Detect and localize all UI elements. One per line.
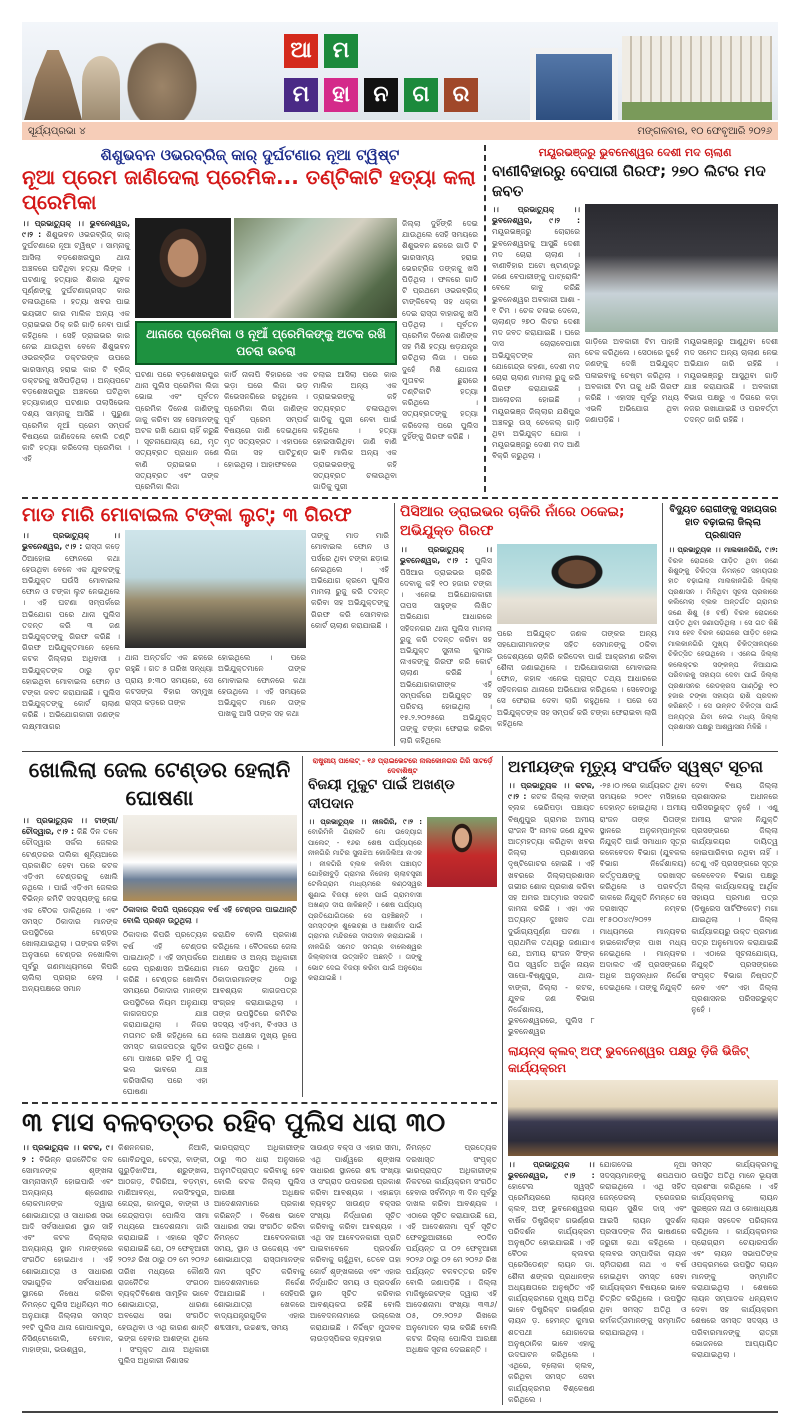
story8-column-2: -୨୫।୦।୨ରେ କାର୍ଯ୍ୟରତ ଥିବା ସମୟରେ ୨୦୧୯ ମସିହାରେ ଦେହାନ୍ତ ହୋଇଥିଲା । ଅମୀୟ ରାଂଜନ ତାଙ୍କ ପିତାଙ୍କ ସ୍ଥାନରେ ଅନୁକମ୍ପାମୂଳକ ନିଯୁକ୍ତି ପାଇଁ ସମାଧାନ ସୂତ୍ର କଳେବେଦନ ବିଭାଗ (ଯୁବକଲ ବିଭାଗ ନିର୍ଦ୍ଦେଶାଳୟ) କର୍ତ୍ତୃପକ୍ଷଙ୍କୁ ଦରଖାସ୍ତ କରିଥିଲେ ଓ ପରବର୍ତ୍ତୀ କାଳରେ ନିଯୁକ୍ତି ନିମନ୍ତେ ସେ ଦରଖାସ୍ତ ନମ୍ବର ୧୮୫୦୦୪୯/୨୦୨୨ ମାଧ୍ୟମରେ ମାନ୍ୟବର ହାଇକୋର୍ଟଙ୍କ ପାଖ ମଧ୍ୟ ନେଇଥିଲେ । ମାନ୍ୟବର ଅଦାଲତ ଏହି ପ୍ରସଙ୍ଗରେ ଅଧିକ ଅନୁସନ୍ଧାନ ନିର୍ଦ୍ଦେଶ ଦେଇଥିଲେ । ତାଙ୍କୁ ନିଯୁକ୍ତି <box>599 780 687 992</box>
logo-tile: ନ <box>364 78 398 112</box>
story9-photo-lions-club <box>508 1080 778 1156</box>
masthead-logo <box>284 34 478 120</box>
story1-column-5: ଚଲାଇ ଆସିଲା ପରେ କାର ମାଲିକ ଅନ୍ୟ ଏକ ଡ୍ରାଇଭରଙ୍କୁ କହି ସତ୍ୟବ୍ରତ ଚଳାଉଥିବା ଗାଡିକୁ ପୁରୀ ନେବା ପାଇଁ କହିଥିଲେ । ହତ୍ୟା ହୋଇସାରିଥିବା ଜାଣି ବାଣି ଭାବି ମାଲିକ ଅନ୍ୟ ଏକ ଡ୍ରାଇଭରଙ୍କୁ କହି ସତ୍ୟବ୍ରତ ଚଳାଉଥିବା ଗାଡିକୁ ପୁରୀ <box>313 370 397 492</box>
story1-photo-accident-scene <box>234 218 397 318</box>
story6-column-1: ।। ପ୍ରଭାତ୍ୟୁକ ।। ଟାଙ୍ଗୀ/ ଚୌଦ୍ୱାର, ୯।୨ : କିଛି ଦିନ ତଳେ ଚୌଦ୍ୱାର ସର୍କଲ ଜେଲର ଟେଣ୍ଡରର ତାଲିକା ଶୂନ୍ୟିଆରେ ପ୍ରକାଶିତ ହେବା ପରେ କଟକ ଏଡ଼ିଏମ ଟେଣ୍ଡରକୁ ଖୋଲି ନଥିଲେ । ପାଇଁ ଏଡ଼ିଏମ ଜେଲର ବିଭିନ୍ନ କମିଟି ସଦସ୍ୟଙ୍କୁ ନେଇ ଏକ ବୈଠକ ଡାକିଥିଲେ । ଏବଂ ସମସ୍ତ ଠିକାଦାର ମାନଙ୍କ ଉପସ୍ଥିତିରେ ଟେଣ୍ଡର ଖୋଲାଯାଇଥିଲା । ତାଙ୍କର କହିବା ଅନୁସାରେ ଟେଣ୍ଡର ନଖୋଲିବା ପୂର୍ବରୁ ଗଣମାଧ୍ୟମରେ କିପରି ଚାଲିଲା ପ୍ରଚାର ହେଲା । ଅନ୍ୟପକ୍ଷରେ ସମାନ <box>22 815 118 993</box>
story1-body <box>22 218 478 492</box>
story3-photo-accused <box>125 530 306 648</box>
row-bottom-stories <box>22 751 778 1405</box>
masthead <box>22 22 778 120</box>
story10-column-4: ସାଉଣ୍ଡ ବକ୍ସ ଓ ଏହାର ସୀମା, ଏଥି ପାର୍ଶ୍ୱରେ ଶୃଙ୍ଖଳା ସାଧାରଣ ସ୍ଥାନରେ ଶବ୍ଦ ସଂଖ୍ୟା ଓ ସଂଗ୍ରାଦ ଉପକରଣ ପ୍ରକାଶ କରିବା ଆବଶ୍ୟକ । ଏହାଛଡ଼ା ବ୍ୟବହୃତ ସାଉଣ୍ଡ ବକ୍ସର ସଂଖ୍ୟା ନିର୍ଦ୍ଧାରଣ ସୂଚିତ କରିବାକୁ କରିବା ଆବଶ୍ୟକ । ଏଥି ସହ ଆବେଦନକାରୀ ପ୍ରତି ପାଇବାବେଳେ ପ୍ରଦର୍ଶନ କରିବାକୁ ଚାହୁଁଥିବା, ତେବେ ତାହା କୋର୍ଟ ଶୃଙ୍ଖଳାରେ ଏବଂ ଏହାର ନିର୍ଦ୍ଧାରିତ ସମୟ ଓ ପ୍ରଦର୍ଶନ ସ୍ଥାନ ସୂଚିତ କରିବାର ଆବଶ୍ୟକତା ରହିଛି ବୋଲି ଆବେଦନନାମାରେ ଉଲ୍ଲେଖ କରାଯାଇଛି । ନିର୍ଦ୍ଦିଷ୍ଟ ମୁତାବକ ଲାଉଡ଼ସ୍ପିକର ବ୍ୟବହାର <box>310 1143 401 1343</box>
logo-row-1 <box>284 34 478 68</box>
story4-headline[interactable]: ପିସିଆର ଡ୍ରାଇଭର ଚାକିରି ନାଁରେ ଠକେଇ; ଅଭିଯୁକ୍ତ ଗିରଫ <box>400 504 625 540</box>
story9-columns <box>508 1159 778 1405</box>
logo-tile: ମ <box>324 34 358 68</box>
story9-column-3: ସମସ୍ତ କାର୍ଯ୍ୟକ୍ରମକୁ ଉପସ୍ଥିତ ଅତିଥି ମାନେ ଭୂୟସୀ ପ୍ରଶଂସା କରିଥିଲେ । ଏହି କାର୍ଯ୍ୟକ୍ରମକୁ ଲାୟନ ସୁରଞ୍ଜନ ନାଥ ଓ କୋଷାଧ୍ୟକ୍ଷ ଲାୟନ ସହଦେବ ପରିଚାଳନା କରିଥିଲେ । କାର୍ଯ୍ୟକ୍ରମର ପ୍ରୋଗ୍ରାମ ଚେୟାରପର୍ସନ ଏବଂ ଲାୟନ ସଭାପତିଙ୍କ ଓପକ୍ରମରେ ଉପସ୍ଥିତ ଲାୟନ ମାନଙ୍କୁ ସମ୍ମାନିତ କରାଯାଇଥିଲା । ଶେଷରେ ଲାୟନ ସମ୍ପାଦକ ଧନ୍ୟବାଦ ଦେବା ସହ କାର୍ଯ୍ୟକ୍ରମ ଶେଷରେ ସମସ୍ତ ସଦସ୍ୟ ଓ ପରିବାରମାନଙ୍କୁ ରାତ୍ରୀ ଭୋଜନରେ ଆପ୍ୟାୟିତ କରାଯାଇଥିଲା । <box>691 1159 779 1360</box>
supplement-label: ସୂର୍ଯ୍ୟପ୍ରଭା ୪ <box>28 125 86 137</box>
story2-photo-seized-liquor <box>585 204 778 332</box>
issue-date: ମଙ୍ଗଳବାର, ୧୦ ଫେବୃଆରି ୨୦୨୬ <box>637 125 772 137</box>
story1-photo-caption: ଥାନାରେ ପ୍ରେମିକା ଓ ନୂଆଁ ପ୍ରେମିକଙ୍କୁ ଅଟକ ରଖି ପଚରା ଉଚରା <box>135 321 397 365</box>
story2-right <box>585 204 778 462</box>
story3-column-3: ହୋଇଥିଲେ । ପରେ ଅଭିଯୁକ୍ତମାନେ ତାଙ୍କ ମୋବାଇଲ ଫୋନରେ କଥା ହେଉଥିଲେ । ଏହି ସମୟରେ ଅଭିଯୁକ୍ତ ମାନେ ତାଙ୍କ ପାଖକୁ ଆସି ତାଙ୍କ ସହ କଥା <box>218 653 306 719</box>
story6 <box>22 756 302 1097</box>
story6-photo-caption: ଠିକାଦାର କିପରି ପ୍ରତ୍ୟେକ ବର୍ଷ ଏହି ଟେଣ୍ଡର ପାଇଥାନ୍ତି ବୋଲି ପ୍ରଶ୍ନ ଉଠୁଥିଲା । <box>123 904 297 926</box>
bottom-left <box>22 756 502 1405</box>
story2-kicker: ମୟୂରଭଞ୍ଜରୁ ଭୁବନେଶ୍ୱର ଦେଶୀ ମଦ ଚାଲାଣ <box>538 146 732 159</box>
logo-tile: ହା <box>324 78 358 112</box>
story3-column-1: ।। ପ୍ରଭାତ୍ୟୁକ୍ ।। ଭୁବନେଶ୍ୱର, ୯।୨ : ରାସ୍ତା କଡ଼େ ଠିଆହୋଇ ଫୋନରେ କଥା ହେଉଥିବା ବେଳେ ଏକ ଯୁବକଙ୍କୁ ଅଭିଯୁକ୍ତ ଘଉଁସି ମୋବାଇଲ ଫୋନ ଓ ଟଙ୍କା ଲୁଟ ନେଇଥିଲେ । ଏହି ଘଟଣା ସମ୍ପର୍କରେ ଅଭିଯୋଗ ପରେ ଥାନା ପୁଲିସ ତଦନ୍ତ କରି ୩ ଜଣ ଅଭିଯୁକ୍ତଙ୍କୁ ଗିରଫ କରିଛି । ଗିରଫ ଅଭିଯୁକ୍ତମାନେ ହେଲେ କଟକ ଜିଲ୍ଲାର ଅଧିବାସୀ । ଅଭିଯୁକ୍ତଙ୍କ ଠାରୁ ଲୁଟ ହୋଇଥିବା ମୋବାଇଲ ଫୋନ ଓ ଟଙ୍କା ଜବତ କରାଯାଇଛି । ପୁଲିସ ଅଭିଯୁକ୍ତଙ୍କୁ କୋର୍ଟ ଚାଲାଣ କରିଛି । ଅଭିଯୋଗକାରୀ ଜଣଙ୍କ ଲକ୍ଷ୍ମୀସାଗର <box>22 531 121 731</box>
story9-column-1: ।। ପ୍ରଭାତ୍ୟୁକ ।। ଭୁବନେଶ୍ୱର, ୯।୨ : ହୋଟେଲ ସ୍ୱସ୍ତି ପ୍ରେମିୟରରେ ଲାୟନ୍ସ କ୍ଲବ୍ ଅଫ୍ ଭୁବନେଶ୍ୱରର ବାର୍ଷିକ ଡିଷ୍ଟ୍ରିକ୍ଟ ଗଭର୍ଣ୍ଣର ପରିଦର୍ଶନ କାର୍ଯ୍ୟକ୍ରମ ଅନୁଷ୍ଠିତ ହୋଇଯାଇଛି । ଏହି ବୈଠକ କ୍ଲବର ପ୍ରେସିଡେଣ୍ଟ ଲାୟନ ଡା. ଶୈଳୀ ଶଙ୍କର ପ୍ରଧାନଙ୍କ ଅଧ୍ୟକ୍ଷତାରେ ଅନୁଷ୍ଠିତ ଏହି କାର୍ଯ୍ୟକ୍ରମରେ ମୁଖ୍ୟ ଅତିଥି ଭାବେ ଡିଷ୍ଟ୍ରିକ୍ଟ ଗଭର୍ଣ୍ଣର ଲାୟନ ଡ଼. ହେମନ୍ତ କୁମାର ଶତପଥୀ ଯୋଗଦେଇ ଅନୁଷ୍ଠାନିକ ଭାବେ ଏହାକୁ ଉଦଘାଟନ କରିଥିଲେ । ଏଥିରେ, ବ୍ଲୋକା କ୍ଲବ୍, କରିଥିବା ସମସ୍ତ ସେବା କାର୍ଯ୍ୟକ୍ରମର ବିଶ୍ଳେଷଣ କରିଥିଲେ । <box>508 1159 595 1404</box>
story4-photo-accused <box>497 544 657 624</box>
story4-column-2: ପରେ ଅଭିଯୁକ୍ତ ଜଣକ ତାଙ୍କର ଅନ୍ୟ ସହଯୋଗୀମାନଙ୍କ ସହିତ ସେମାନଙ୍କୁ ଠକିବା ଉଦ୍ଦେଶ୍ୟରେ ଚାକିରି କରିଦେବା ପାଇଁ ଆକ୍ରମଣ କରିବା ଶୈଳୀ ଜଣାଇଥିଲେ । ଅଭିଯୋଗକାରୀ ମୋବାଇଲ ଫୋନ, କହାଳ ଏନେଇ ପ୍ରାପ୍ତ ତଥ୍ୟ ଆଧାରରେ ସହିଦନଗର ଥାନାରେ ଅଭିଯୋଗ କରିଥିଲେ । ସେବେଠାରୁ ସେ ଫେରାଇ ଦେବା ଲାଗି କହୁଥିଲେ । ପରେ ସେ ଅଭିଯୁକ୍ତଙ୍କ ସହ ସମ୍ପର୍କ କରି ଟଙ୍କା ଫେରାଇବା ଲାଗି କହିଥିଲେ <box>497 629 658 728</box>
assembly-building-illustration <box>622 36 772 120</box>
temple-illustration <box>24 50 82 120</box>
story6-right <box>123 815 297 1097</box>
story4 <box>394 503 662 746</box>
story3-columns <box>125 652 306 719</box>
story2-columns <box>585 336 778 426</box>
story5-headline[interactable]: ବିଦ୍ୟୁତ ରୋଗୀଙ୍କୁ ସହାୟତାର ହାତ ବଢ଼ାଇଲା ଜିଲ୍ଲା ପ୍ରଶାସନ <box>669 504 777 542</box>
bottom-right <box>502 756 778 1405</box>
story1-column-2: ଘଟଣା ପରେ ବଡ଼ଶେଖରପୁର ଥାନା ପୁଲିସ ପ୍ରେମିକା ଲିଜା ଭୋଇ ଏବଂ ପୂର୍ବତନ ପ୍ରେମିକ ଦିନେଶ ଜାଣିଙ୍କୁ ଜାକୁ କରିବା ସହ ସେମାନଙ୍କୁ ଅଟକ ରଖି ଯୋଗ ଚାହିଁ କରୁଛି । ସୂଚନାଯୋଗ୍ୟ ଯେ, ମୃତ ସତ୍ୟବ୍ରତ ପ୍ରଧାନ ଜଣେ ବାଣି ଡ୍ରାଇଭର । ସତ୍ୟବ୍ରତ ଏବଂ ତାଙ୍କ ପ୍ରେମିକା ଲିଜା <box>135 370 219 492</box>
newspaper-page <box>22 0 778 1427</box>
dome-illustration <box>82 56 120 120</box>
logo-tile: ଆ <box>284 34 318 68</box>
story3-center <box>125 530 306 732</box>
story4-body <box>400 544 657 746</box>
story5-body: ।। ପ୍ରଭାତ୍ୟୁକ ।। ମାଲକାନଗିରି, ୯।୨: ବିରଳ ରୋଗରେ ପୀଡ଼ିତ ଥିବା ଜଣେ ଶିଶୁଙ୍କୁ ଚିକିତ୍ସା ନିମନ୍ତେ ସହାୟତାର ହାତ ବଢ଼ାଇଲା ମାଲକାନଗିରି ଜିଲ୍ଲା ପ୍ରଶାସନ । ମିଳିଥିବା ସୂଚନା ପ୍ରକାରେ କଲିମେଲା ବ୍ଲକ ଅନ୍ତର୍ଗତ ଗ୍ରାମର ଜଣେ ଶିଶୁ (୫ ବର୍ଷ) ବିରଳ ରୋଗରେ ପୀଡ଼ିତ ଥିବା ଜଣାପଡ଼ିଥିଲା । ସେ ଗତ କିଛି ମାସ ହେବ ବିରଳ ରୋଗରେ ପୀଡ଼ିତ ହୋଇ ମାଲକାନଗିରି ମୁଖ୍ୟ ଚିକିତ୍ସାଳୟରେ ଚିକିତ୍ସିତ ହେଉଥିଲେ । ଏନେଇ ଜିଲ୍ଲା କଲେକ୍ଟର ସଙ୍କଳ୍ପ ନିଆଯାଇ ପରିବାରକୁ ସହାୟତା ଦେବା ପାଇଁ ଜିଲ୍ଲା ପ୍ରଶାସନର ରେଡକ୍ରସ ପାଣ୍ଠିରୁ ୧୦ ହଜାର ଟଙ୍କା ସହାୟତା ରାଶି ପ୍ରଦାନ କରିଛନ୍ତି । ସେ ଉନ୍ନତ ଚିକିତ୍ସା ପାଇଁ ଅନ୍ୟତ୍ର ଯିବା ନେଇ ମଧ୍ୟ ଜିଲ୍ଲା ପ୍ରଶାସନ ପକ୍ଷରୁ ଆଶ୍ୱାସନା ମିଳିଛି । <box>668 546 778 732</box>
story10-column-1: ।। ପ୍ରଭାତ୍ୟୁକ ।। କଟକ, ୯।୨ : ବିଭିନ୍ନ ରାଜନୈତିକ ଦଳ ସୋମାନଙ୍କ ଶୃଙ୍ଖଳା ସାମ୍ନାସାମ୍ନି ହୋଇପାରି ଏବଂ ଅନ୍ୟାନ୍ୟ ଶ୍ରେଣୀର ଲୋକମାନଙ୍କ ଦ୍ୱାରା ଶୋଭାଯାତ୍ରା ଓ ସାଧାରଣ ସଭା ଆଦି ସର୍ବସାଧାରଣ ସ୍ଥାନ ସାହି ଏବଂ କଟକ ଜିଲ୍ଲାର ଅନ୍ୟାନ୍ୟ ସ୍ଥାନ ମାନଙ୍କରେ ସଂଗଠିତ ହୋଇଥାଏ । ଏହି ଶୋଭାଯାତ୍ରା ଓ ସାଧାରଣ ସଭାଗୁଡ଼ିକ ସର୍ବସାଧାରଣ ସ୍ଥାନରେ ନିଷେଧ କରିବା ନିମନ୍ତେ ପୁଲିସ ଅଧିନିୟମ ୩୦ ଅନୁଯାୟୀ ଜିଲ୍ଲାର ସମସ୍ତ ୨୧ଟି ପୁଲିସ ଥାନା ଗୋପାଳପୁର, ନିସିଣ୍ଟୋକୋଲି, ବେମାଳ, ମାହାଙ୍ଗା, ଭଉଶ୍ୱର, <box>22 1143 113 1354</box>
story2 <box>484 145 778 492</box>
story10-column-5: ନିମନ୍ତେ ପ୍ରତ୍ୟେକ ଦରଖାସ୍ତ ସଂପୃକ୍ତ ଭାରପ୍ରାପ୍ତ ଅଧିକାରୀଙ୍କ ନିକଟରେ କାର୍ଯ୍ୟକ୍ରମ ସଂଗଠିତ ହେବାର ସର୍ବନିମ୍ନ ୩ ଦିନ ପୂର୍ବରୁ ଦାଖଲ କରିବା ଆବଶ୍ୟକ । ଏଠାରେ ସୂଚିତ କରାଯାଉଛି ଯେ, ଏହି ଆଦେଶନାମା ପୂର୍ବ ସୂଚିତ ଫେବ୍ରୁଆରୀରେ ୧୦ଦିନ ପର୍ଯ୍ୟନ୍ତ ତା ୦୨ ଫେବୃଆରୀ ୨୦୨୬ ଠାରୁ ୦୨ ମେ ୨୦୨୬ ରିଖ ପର୍ଯ୍ୟନ୍ତ ବଳବତ୍ତର ରହିବ ବୋଲି ଜଣାପଡ଼ିଛି । ଜିଲ୍ଲା ମାଜିଷ୍ଟ୍ରେଟଙ୍କ ଦ୍ୱାରା ଏହି ଆଦେଶନାମା ସଂଖ୍ୟା ୩୩୬/ ୦୫, ୦୨.୨୦୨୬ ରିଖରେ ଅନୁମୋଦନ ଲାଭ କରିଛି ବୋଲି କଟକ ଜିଲ୍ଲା ପୋଲିସ ଆରକ୍ଷୀ ଅଧିକ୍ଷକ ସୂଚନା ଦେଇଛନ୍ତି । <box>406 1143 497 1354</box>
story6-body <box>22 815 297 1097</box>
story3-body <box>22 530 389 732</box>
story1-columns <box>135 369 397 492</box>
story10-headline[interactable]: ୩ ମାସ ବଳବତ୍ତର ରହିବ ପୁଲିସ ଧାରା ୩୦ <box>22 1108 446 1139</box>
story1 <box>22 145 484 492</box>
story2-column-3: ମୟୂରଭଞ୍ଜରୁ ଆଣୁଥିବା ଦେଶୀ ମଦ ସମେତ ଅନ୍ୟ ଚାଲାଣ ନେଇ ଅଭିଯାନ ଜାରି ରହିଛି । ମୟୂରଭଞ୍ଜରୁ ଆସୁଥିବା ଗାଡ଼ି ଯାଞ୍ଚ କରାଯାଉଛି । ଅବକାରୀ ବିଭାଗ ପକ୍ଷରୁ ଏ ଦିଗରେ କଡ଼ା ନଜର ରଖାଯାଇଛି ଓ ପରବର୍ତ୍ତୀ ତଦନ୍ତ ଜାରି ରହିଛି । <box>684 337 778 425</box>
story10-columns <box>22 1142 497 1366</box>
bottom-left-top <box>22 756 497 1097</box>
story6-photo-tender-meeting <box>123 815 297 901</box>
story2-headline[interactable]: ବାଣୀବିହାରରୁ ବେପାରୀ ଗିରଫ; ୨୭୦ ଲିଟର ମଦ ଜବତ <box>492 162 766 200</box>
story3-column-2: ଥାନା ଅନ୍ତର୍ଗତ ଏକ ଛକରେ ରହୁଛି । ଗତ ୫ ତାରିଖ ସନ୍ଧ୍ୟା ପ୍ରାୟ ୭:୩୦ ସମୟରେ, ସେ କଟସଙ୍ଗ ବିହାର ସମ୍ମୁଖ ରାସ୍ତା କଡ଼ରେ ତାଙ୍କ <box>125 653 213 708</box>
story1-column-6: ଜିଲ୍ଲା ଦୁହିଁଙ୍କି ଦେଇ ଯାଉଥିଲେ ସେହି ସମୟରେ ଶିଶୁଭବନ ଛକରେ ଗାଡି ଟି ଭାରସାମ୍ୟ ହରାଇ ଭେରଟ୍ରିଜ ଡଙ୍କକୁ ଖସି ପିଡ଼ିଥିଲା । ଫଳରେ ଗାଡି ଟି ପ୍ରଥମେ ଓଭରବ୍ରିଜ୍ ଟାଙ୍କିବେଲ୍ ସହ ଧକ୍କା ଦେଇ ରାସ୍ତା ବାହାରକୁ ଖସି ପଡ଼ିଥିଲା । ପୂର୍ବତନ ପ୍ରେମିକ ଦିନେଶ ଜାଣିଙ୍କ ସହ ମିଶି ହତ୍ୟା ଷଡ଼ଯନ୍ତ୍ର ରଚିଥିଲା ଲିଜା । ପରେ ଦୁହେଁ ମିଶି ଯୋଜନା ମୁତାବକ ଛୁରାରେ ତଣ୍ଟିକାଟି ହତ୍ୟା କରିଥିଲେ । ସତ୍ୟବ୍ରତଙ୍କୁ ହତ୍ୟା କରିଦେଲା ପରେ ପୁଲିସ ଦୁହିଁଙ୍କୁ ଗିରଫ କରିଛି । <box>402 219 478 441</box>
story2-body <box>492 204 778 462</box>
story2-column-1: ।। ପ୍ରଭାତ୍ୟୁକ୍ ।। ଭୁବନେଶ୍ୱର, ୯।୨ : ମୟୂରଭଞ୍ଜରୁ ଚୋରାରେ ଭୁବନେଶ୍ୱରକୁ ଆସୁଛି ଦେଶୀ ମଦ ଚୋରା ଚାଲାଣ । ବାଣୀବିହାର ଅଟୋ ଷ୍ଟାଣ୍ଡରୁ ଜଣେ ବେପାରୀଙ୍କୁ ପାଟ୍ରୋଲିଂ ବେଳେ କାବୁ କରିଛି ଭୁବନେଶ୍ୱର ଅବକାରୀ ଆଶା - ୧ ଟିମ । ଚେକ ଚଳାଇ ଦେଲେ, ଚାଲାଣ୍ଡ ୨୭୦ ଲିଟର ଦେଶୀ ମଦ ଜବତ କରାଯାଇଛି । ଘରେ ଦାସ ଚୋରାବେପାରୀ ଅଭିଯୁକ୍ତଙ୍କ ନାମ ଯୋଗେନ୍ଦ୍ର କହଣା, ଦେଶୀ ମଦ ଚୋରା ଚାଲାଣ ମାମଲା ରୁଜୁ କରି ଗିରଫ କରାଯାଇଛି । ଆଲୋଚନା ହୋଇଛି । ମୟୂରଭଞ୍ଜ ଜିଲ୍ଲାର ଯଶିପୁର ଅଞ୍ଚଳରୁ ଉସ୍ ଚେକେଲ୍ ଗାଡ଼ି ଥିବା ଅଭିଯୁକ୍ତ ଯୋଗ । ମୟୂରଭଞ୍ଜରୁ ଦେଶୀ ମଦ ଆଣି ବିକ୍ରି କରୁଥିଲା । <box>492 205 580 461</box>
story8 <box>508 756 778 1038</box>
story1-center <box>135 218 397 492</box>
story7-photo-singer <box>427 817 497 887</box>
story7 <box>302 756 497 1097</box>
story6-column-3: କରାଯିବ ବୋଲି ପ୍ରକାଶ କରିଥିଲେ । ବୈଠକରେ ଜେଲ ଅଧୀକ୍ଷକ ଓ ଅନ୍ୟ ଅଧିକାରୀ ମାନେ ଉପସ୍ଥିତ ଥିଲେ । ଠିକାଦାରମାନଙ୍କ ଠାରୁ ଆବଶ୍ୟକ କାଗଜପତ୍ର ସଂଗ୍ରହ କରାଯାଇଥିଲା । ତାଙ୍କ ଉପସ୍ଥିତିରେ କମିଟିର ସଦସ୍ୟ ଏଡ଼ିଏମ, ବିଏସଓ ଓ ଜେଲ ଅଧୀକ୍ଷକ ମୁଖ୍ୟ ରୂପେ ଉପସ୍ଥିତ ଥିଲେ । <box>212 930 297 1052</box>
story4-right <box>497 544 657 746</box>
story9-headline[interactable]: ଲାୟନ୍ସ କ୍ଲବ୍ ଅଫ୍ ଭୁବନେଶ୍ୱର ପକ୍ଷରୁ ଡ଼ିଜି ଭିଜିଟ୍ କାର୍ଯ୍ୟକ୍ରମ <box>508 1043 749 1075</box>
logo-tile: ର <box>444 78 478 112</box>
story1-kicker: ଶିଶୁଭବନ ଓଭରବ୍ରିଜ୍ କାର୍ ଦୁର୍ଘଟଣାର ନୂଆ ଟ୍ୱିଷ୍ଟ <box>100 146 400 164</box>
story1-headline[interactable]: ନୂଆ ପ୍ରେମ ଜାଣିଦେଲା ପ୍ରେମିକ... ତଣ୍ଟିକାଟି ହତ୍ୟା କଲା ପ୍ରେମିକା <box>22 165 476 214</box>
date-strip <box>22 122 778 140</box>
story4-column-1: ।। ପ୍ରଭାତ୍ୟୁକ୍ ।। ଭୁବନେଶ୍ୱର, ୯।୨ : ପୁଲିସ ପିସିଆର ଡ୍ରାଇଭର ଚାକିରି ଦେବାକୁ କହି ୧୦ ହଜାର ଟଙ୍କା । ଏନେଇ ଅଭିଯୋଗକାରୀ ତାପସ ସାହୁଙ୍କ ଲିଖିତ ଅଭିଯୋଗ ଆଧାରରେ ସହିଦନଗର ଥାନା ପୁଲିସ ମାମଲା ରୁଜୁ କରି ତଦନ୍ତ କରିବା ସହ ଅଭିଯୁକ୍ତ ସୁନୀଲ କୁମାର ନାଏକଙ୍କୁ ଗିରଫ କରି କୋର୍ଟ ଚାଲାଣ କରିଛି । ଅଭିଯୋଗକାରୀଙ୍କ ଏହି ସମ୍ପର୍କରେ ଅଭିଯୁକ୍ତ ସହ ପରିଚୟ ହୋଇଥିଲା । ୧୫.୨.୨୦୨୫ରେ ଅଭିଯୁକ୍ତ ତାଙ୍କୁ ଟଙ୍କା ଫେରାଇ କରିବା ଲାଗି କହିଥିଲେ <box>400 545 492 745</box>
story8-headline[interactable]: ଅମୀୟଙ୍କ ମୃତ୍ୟୁ ସଂପର୍କିତ ସ୍ୱଷ୍ଟ ସୂଚନା <box>508 756 764 776</box>
story1-photos <box>135 218 397 318</box>
story5 <box>662 503 778 746</box>
logo-tile: ଗ <box>404 78 438 112</box>
page-bottom-rule <box>22 1411 778 1413</box>
logo-row-2 <box>284 78 478 112</box>
row-top-stories <box>22 145 778 492</box>
story1-photo-man <box>135 218 231 318</box>
story1-column-3: କାର୍ଡି ନାଳାପି ବିହାରରେ ଏକ ଭଡ଼ା ଘରେ ଲିଜା ଭଡ଼ କିଭେସନଗିରେ ରହୁଥିଲେ । ପ୍ରେମିକା ଲିଜା ଜାଣିଙ୍କ ପୂର୍ବ ପ୍ରେମ ସମ୍ପର୍କ ବିଷୟରେ ଜାଣି ଦେଇଥିଲେ ମୃତ ସତ୍ୟବ୍ରତ । ଏହାପରେ ଲିଜା ସହ ପାଟିତୁଣ୍ଡ ହୋଇଥିଲା । ଆହାଫଳରେ <box>224 370 308 469</box>
story9-column-2: ଯୋଗଦେଇ ନୂଆ ସଦସ୍ୟମାନଙ୍କୁ ଶପଥପାଠ କରାଇଥିଲେ । ଏଥି ସହିତ ଜେନ୍‌ଡେରଲ୍ ଟ୍ରେଜରର ଲାୟନ ସୁଶିଳ ଦାସ୍ ଏବଂ ଆଇସି ଲାୟନ ସୁଦର୍ଶନ ପ୍ରସାଦଙ୍କ ନିଜ ଭାଷଣରେ ଜରୁରୀ କଥା କହିଥିଲେ । କ୍ଲବର ସମ୍ପାଦିକା ଲାୟନ ସ୍ମିତାରାଣୀ ନାଥ ଏ ବର୍ଷ ହୋଇଥିବା ସମସ୍ତ ସେବା କାର୍ଯ୍ୟକ୍ରମ ବିଷୟରେ ଭାବେ ଚିତ୍ରିତ କରିଥିଲେ । ଉପସ୍ଥିତ ଥିବା ସମସ୍ତ ଅତିଥି ଓ କର୍ମକର୍ତ୍ତାମାନଙ୍କୁ ସମ୍ମାନିତ କରାଯାଇଥିଲା । <box>599 1159 687 1337</box>
story10-column-2: କିଶନନଗର, ନିଆଳି, ଗୋବିନ୍ଦପୁର, ଚେଟ୍ରା, ବାଙ୍କୀ, ଗୁରୁଡ଼ିଝାଟିଆ, ଶ୍ରୁଙ୍ଖଳା, ଆଠଗଡ଼, ଟିଗିରିଆ, ବଡ଼ମ୍ବା, ମାଣିଆବନ୍ଧ, ନରସିଂହପୁର, କେନ୍ଦ୍ରା, କାନପୁର, ବାଙ୍କୀ ଓ କେନ୍ଦ୍ରାପଡ଼ା ପୋଲିସ ସୀମା ମଧ୍ୟରେ ଆଦେଶନାମା ଜାରି କରାଯାଇଛି । ଏହାରେ ସୂଚିତ କରାଯାଇଛି ଯେ, ୦୨ ଫେବୃଆରୀ ୨୦୨୬ ରିଖ ଠାରୁ ୦୨ ମେ ୨୦୨୬ ତାରିଖ ମଧ୍ୟରେ କୌଣସି ରାଜନୈତିକ ସଂଗଠନ ବ୍ୟକ୍ତିବିଶେଷ ସାମୂହିକ ଭାବେ ଶୋଭାଯାତ୍ରା, ଧାରଣା ଅବରୋଧ ସଭା ସଂଗଠିତ ହେଉଥିବା ଓ ଏଥି କାରଣ ଶାନ୍ତି ଭଙ୍ଗ ହେବାର ଆଶଙ୍କା ଥିଲେ । ସଂପୃକ୍ତ ଥାନା ଅଧିକାରୀ ପୁଲିସ ଅଧିକାରୀ ନିଶାସକ <box>118 1143 209 1366</box>
story2-column-2: ଗାଡ଼ିରେ ଅବକାରୀ ଟିମ ପାହାଞ୍ଚି ଚେକ କରିଥିଲେ । ସେଠାରେ ଦୁହେଁ ଜଣଙ୍କୁ ଦେଖି ଅଭିଯୁକ୍ତ ପଳାଇବାକୁ ଚେଷ୍ଟା କରିଥିଲା । ଅବକାରୀ ଟିମ ତାକୁ ଧରି ଗିରଫ କରିଛି । ଏହାସହ ପୂର୍ବରୁ ମଧ୍ୟ ଏଭଳି ଅଭିଯୋଗ ଥିବା ଜଣାପଡ଼ିଛି । <box>585 337 679 425</box>
story7-body: ।। ପ୍ରଭାତ୍ୟୁକ ।। ନୀଳଗିରି, ୯।୨ : ବୋରିମିଳି ଗିରାଲତି ମୋ ଉଦ୍ୟୋଗ ପାଲେଟ୍ - ୧୬ର ଶେଷ ପର୍ଯ୍ୟାୟରେ ନୀଳଗିରି ମାଟିର ସୁନାଝିଅ କୋଜିଲିଆ ନାଏକ । ନୀଳଗିରି ବ୍ଲକ କଲିବା ପଞ୍ଚାୟତ ଗୋହିରୀବୁଡ଼ି ଗ୍ରାମର ନିଜେଲା ଚାଲାବସ୍ତ୍ରୀ ଟେଲିଗ୍ରାମ ମାଧ୍ୟମରେ କଣ୍ଠସ୍ୱର ଶୁଣାଇ ବିଜୟୀ ହେବା ପାଇଁ ଗ୍ରାମବାସୀ ଅଖଣ୍ଡ ଦୀପ ଜାଳିଛନ୍ତି । ଶେଷ ପର୍ଯ୍ୟାୟ ପ୍ରତିଯୋଗିତାରେ ସେ ପହଞ୍ଚିଛନ୍ତି । ସମସ୍ତଙ୍କ ଶୁଭେଚ୍ଛା ଓ ଆଶୀର୍ବାଦ ପାଇଁ ଗ୍ରାମର ମନ୍ଦିରରେ ଦୀପଦାନ କରାଯାଇଛି । ନୀଳଗିରି ସମେତ ସମଗ୍ର ବାଲେଶ୍ୱର ଜିଲ୍ଲାବାସୀ ଉତ୍ସାହିତ ଅଛନ୍ତି । ତାଙ୍କୁ ଭୋଟ ଦେଇ ବିଜୟୀ କରିବା ପାଇଁ ଅନୁରୋଧ କରାଯାଇଛି । <box>308 817 422 982</box>
story6-column-2: ଠିକାଦାର କିପରି ପ୍ରତ୍ୟେକ ବର୍ଷ ଏହି ଟେଣ୍ଡର ପାଇଥାନ୍ତି । ଏହି ସମ୍ପର୍କରେ ଜେଲ ପ୍ରଶାସନ ଅଭିଯୋଗ କରିଛି । ଟେଣ୍ଡର ଖୋଲିବା ସମୟରେ ଠିକାଦାର ମାନଙ୍କ ଉପସ୍ଥିତିରେ ନିୟମ ଅନୁଯାୟୀ କାଗଜପତ୍ର ଯାଞ୍ଚ କରାଯାଇଥିଲା । ନିଜର ମତାମତ ରଖି କହିଥିଲେ ଯେ ସମସ୍ତ କାଗଜପତ୍ର ଗୁଡ଼ିକ ମୋ ପାଖରେ ରହିବ ମୁଁ ତାକୁ ଭଲ ଭାବରେ ଯାଞ୍ଚ କରିସାରିଲା ପରେ ଏହା ଘୋଷଣା <box>123 930 208 1097</box>
story7-body-wrap <box>308 817 497 984</box>
story6-columns <box>123 929 297 1097</box>
story8-columns <box>508 780 778 1038</box>
story10 <box>22 1102 497 1366</box>
story7-kicker: ରାଷ୍ଟ୍ରୀୟ ପାଲେଟ୍ - ୧୬ ପ୍ରାଇଭେଟରେ ନାଲକୋନଗର ଗିରି ସାଟର୍ଡ଼େ ଦେବାଶିଷ୍ଟ <box>312 756 493 775</box>
story9 <box>508 1043 778 1405</box>
story8-column-3: ଦେବା ବିଷୟ ଜିଲ୍ଲା ପ୍ରଶାସନର ଅଧୀନରେ ପରିସରଭୁକ୍ତ ନୁହେଁ । ଏଣୁ ଅମୀୟ ରାଂଜନ ନିଯୁକ୍ତି ପ୍ରସଙ୍ଗରେ ଜିଲ୍ଲା କାର୍ଯ୍ୟାଳୟର ଦାୟିତ୍ୱ ହୋଇପାରିବାର ନଥିବା ନାହିଁ । ତେଣୁ ଏହି ପ୍ରସଙ୍ଗରେ ସୂତ୍ର କଳେବେଦନ ବିଭାଗ ପକ୍ଷରୁ ଜିଲ୍ଲା କାର୍ଯ୍ୟାଳୟକୁ ଆର୍ଥିକ ସହାୟତା ପ୍ରମାଣ ପତ୍ର (ଡିଷ୍ଟ୍ରେସ ସାର୍ଟିଫିକେଟ) ମଗା ଯାଇଥିଲା । ଜିଲ୍ଲା କାର୍ଯ୍ୟାଳୟରୁ ଉକ୍ତ ପ୍ରମାଣ ପତ୍ର ଅନୁମୋଦନ କରାଯାଇଛି । ଏଠାରେ ସୂଚନାଯୋଗ୍ୟ, ନିଯୁକ୍ତି ପ୍ରସଙ୍ଗରେ ସଂପୃକ୍ତ ବିଭାଗ ନିଷ୍ପତ୍ତି ନେବ ଏବଂ ଏହା ଜିଲ୍ଲା ପ୍ରଶାସନର ପରିସରଭୁକ୍ତ ନୁହେଁ । <box>691 780 779 1014</box>
horse-statue-illustration <box>122 36 202 120</box>
story8-column-1: ।। ପ୍ରଭାତ୍ୟୁକ ।। କଟକ, ୯।୨ : କଟକ ଜିଲ୍ଲା ବାଙ୍କୀ ବ୍ଲକ ଭେରିପଡ଼ା ପଞ୍ଚାୟତ ବିଷ୍ଣୁପୁର ଗ୍ରାମର ଅମୀୟ ରାଂଜନ ସିଂ ନାମକ ଜଣେ ଯୁବକ ଆତ୍ମହତ୍ୟା କରିଥିବା ଖବର ଜିଲ୍ଲା ପ୍ରଶାସନର ଦୃଷ୍ଟିଗୋଚର ହୋଇଛି । ଏହି ଖବରରେ ଜିଲ୍ଲାପ୍ରଶାସନ ଗଭୀର ଶୋକ ପ୍ରକାଶ କରିବା ସହ ଅମର ଆତ୍ମାର ସଦଗତି କାମନା କରିଛି । ଏହା ଏକ ଅତ୍ୟନ୍ତ ଦୁଃଖଦ ତଥା ଦୁର୍ଭାଗ୍ୟପୂର୍ଣ୍ଣ ଘଟଣା । ପ୍ରାଥମିକ ତଥ୍ୟରୁ ଜଣାଯାଏ ଯେ, ଅମୀୟ ରାଂଜନ ସିଂଙ୍କ ପିତା ସ୍ୱର୍ଗତ ଅର୍ଜୁନ ନାୟକ ସାପୋ-ବିଷ୍ଣୁପୁର, ଥାନା- ବାଙ୍କୀ, ଜିଲ୍ଲା - କଟକ, ଯୁବକ ଜଣ ବିଭାଗ ନିର୍ଦ୍ଦେଶାଳୟ, ଭୁବନେଶ୍ୱରରେ, ପୁଲିସ ୮ ଭୁବନେଶ୍ୱର <box>508 780 595 1037</box>
story3 <box>22 503 394 746</box>
story10-column-3: ଭାରପ୍ରାପ୍ତ ଅଧିକାରୀଙ୍କ ଠାରୁ ୩୦ ଧାରା ଅନୁସାରେ ଅନୁମତିପ୍ରାପ୍ତ କରିବାକୁ ହେବ ବୋଲି କଟକ ଜିଲ୍ଲା ପୁଲିସ ଆରକ୍ଷୀ ଅଧିକ୍ଷକ ଆଦେଶନାମାରେ ପ୍ରକାଶ କରିଛନ୍ତି । ବିଶେଷ ଭାବେ ସାଧାରଣ ସଭା ସଂଗଠିତ କରିବା ନିମନ୍ତେ ଆବେଦନକାରୀ ସମୟ, ସ୍ଥାନ ଓ ଉଦ୍ଦେଶ୍ୟ ଏବଂ ଶୋଭାଯାତ୍ରା ରାସ୍ତାମାନଙ୍କ ନାମ ସୂଚିତ କରିବାକୁ ଆଦେଶନାମାରେ ନିର୍ଦ୍ଦେଶ ଦିଆଯାଇଛି । ସେହିପରି ଶୋଭାଯାତ୍ରା ଖେଳରେ ବାଦ୍ୟଯନ୍ତ୍ରଗୁଡ଼ିକ ଏହାର ଶବ୍ଦସୀମା, ଉଚ୍ଚଶବ୍ଦ, ସମୟ <box>214 1143 305 1332</box>
story1-column-1: ।। ପ୍ରଭାତ୍ୟୁକ୍ ।। ଭୁବନେଶ୍ୱର, ୯।୨ : ଶିଶୁଭବନ ଓଭରବ୍ରିଜ୍ କାର୍ ଦୁର୍ଘଟଣାରେ ନୂଆ ଟ୍ୱିଷ୍ଟ । ସାମ୍ନାକୁ ଆସିଲା ବଡ଼ଶେଖରପୁର ଥାନା ଅଞ୍ଚଳରେ ଘଟିଥିବା ହତ୍ୟା ଲିଙ୍କ । ଘଟଣାକୁ ହତ୍ୟାର ଶିକାର ଯୁବକ ପୂର୍ଣ୍ଣଙ୍କୁ ଦୁର୍ଘଟଣାଗ୍ରସ୍ତ କାର ଚଳାଉଥିଲେ । ହତ୍ୟା ଖବର ପାଇ ଭୟଭୀତ କାର ମାଲିକ ଅନ୍ୟ ଏକ ଡ୍ରାଇଭର ଠିକ୍ କରି ଗାଡ଼ି ନେବା ପାଇଁ କହିଥିଲେ । ସେହି ଡ୍ରାଇଭର କାର ନେଇ ଯାଉଥିବା ବେଳେ ଶିଶୁଭବନ ଓଭରବ୍ରିଜ ଡକ୍ଟରଙ୍କ ଉପରେ ଭାରସାମ୍ୟ ହରାଇ କାର ଟି ବ୍ରିଜ୍ ଡକ୍ଟରକୁ ଖସିପଡ଼ିଥିଲା । ଅନ୍ୟପଟେ ବଡ଼ଶେଖରପୁର ଅଞ୍ଚଳରେ ଘଟିଥିବା ହତ୍ୟାକାଣ୍ଡ ଘଟଣାର ତାଲାସିଭେଲ ଦଶ୍ୟ ସାମ୍ନାକୁ ଆସିଛି । ପୁରୁଣା ପ୍ରେମିକ ନୂଆଁ ପ୍ରେମ ସମ୍ପର୍କ ବିଷୟରେ ଜାଣିଦେଲେ ବୋଲି ତଣ୍ଟି କାଟି ହତ୍ୟା କରିଦେଲା ପ୍ରେମିକା । ଏହି <box>22 219 130 464</box>
story6-headline[interactable]: ଖୋଲିଲା ଜେଲ ଟେଣ୍ଡର ହେଲାନି ଘୋଷଣା <box>28 757 291 810</box>
building-illustration <box>530 48 618 120</box>
dateline: ।। ପ୍ରଭାତ୍ୟୁକ୍ ।। ଭୁବନେଶ୍ୱର, ୯।୨ : <box>22 219 130 240</box>
story3-column-4: ତାଙ୍କୁ ମାଡ ମାରି ମୋବାଇଲ ଫୋନ ଓ ପର୍ସରେ ଥିବା ଟଙ୍କା ଛଡ଼ାଇ ନେଇଥିଲେ । ଏହି ଅଭିଯୋଗ କ୍ରମେ ପୁଲିସ ମାମଲା ରୁଜୁ କରି ତଦନ୍ତ କରିବା ସହ ଅଭିଯୁକ୍ତଙ୍କୁ ଗିରଫ କରି ସୋମବାର କୋର୍ଟ ଚାଲାଣ କରାଯାଇଛି । <box>311 531 389 630</box>
story3-headline[interactable]: ମାଡ ମାରି ମୋବାଇଲ ଟଙ୍କା ଲୁଟ୍; ୩ ଗିରଫ <box>22 504 352 527</box>
story7-headline[interactable]: ବିଜୟୀ ମୁକୁଟ ପାଇଁ ଅଖଣ୍ଡ ଦୀପଦାନ <box>308 776 455 812</box>
logo-tile: ମ <box>284 78 318 112</box>
row-middle-stories <box>22 497 778 746</box>
